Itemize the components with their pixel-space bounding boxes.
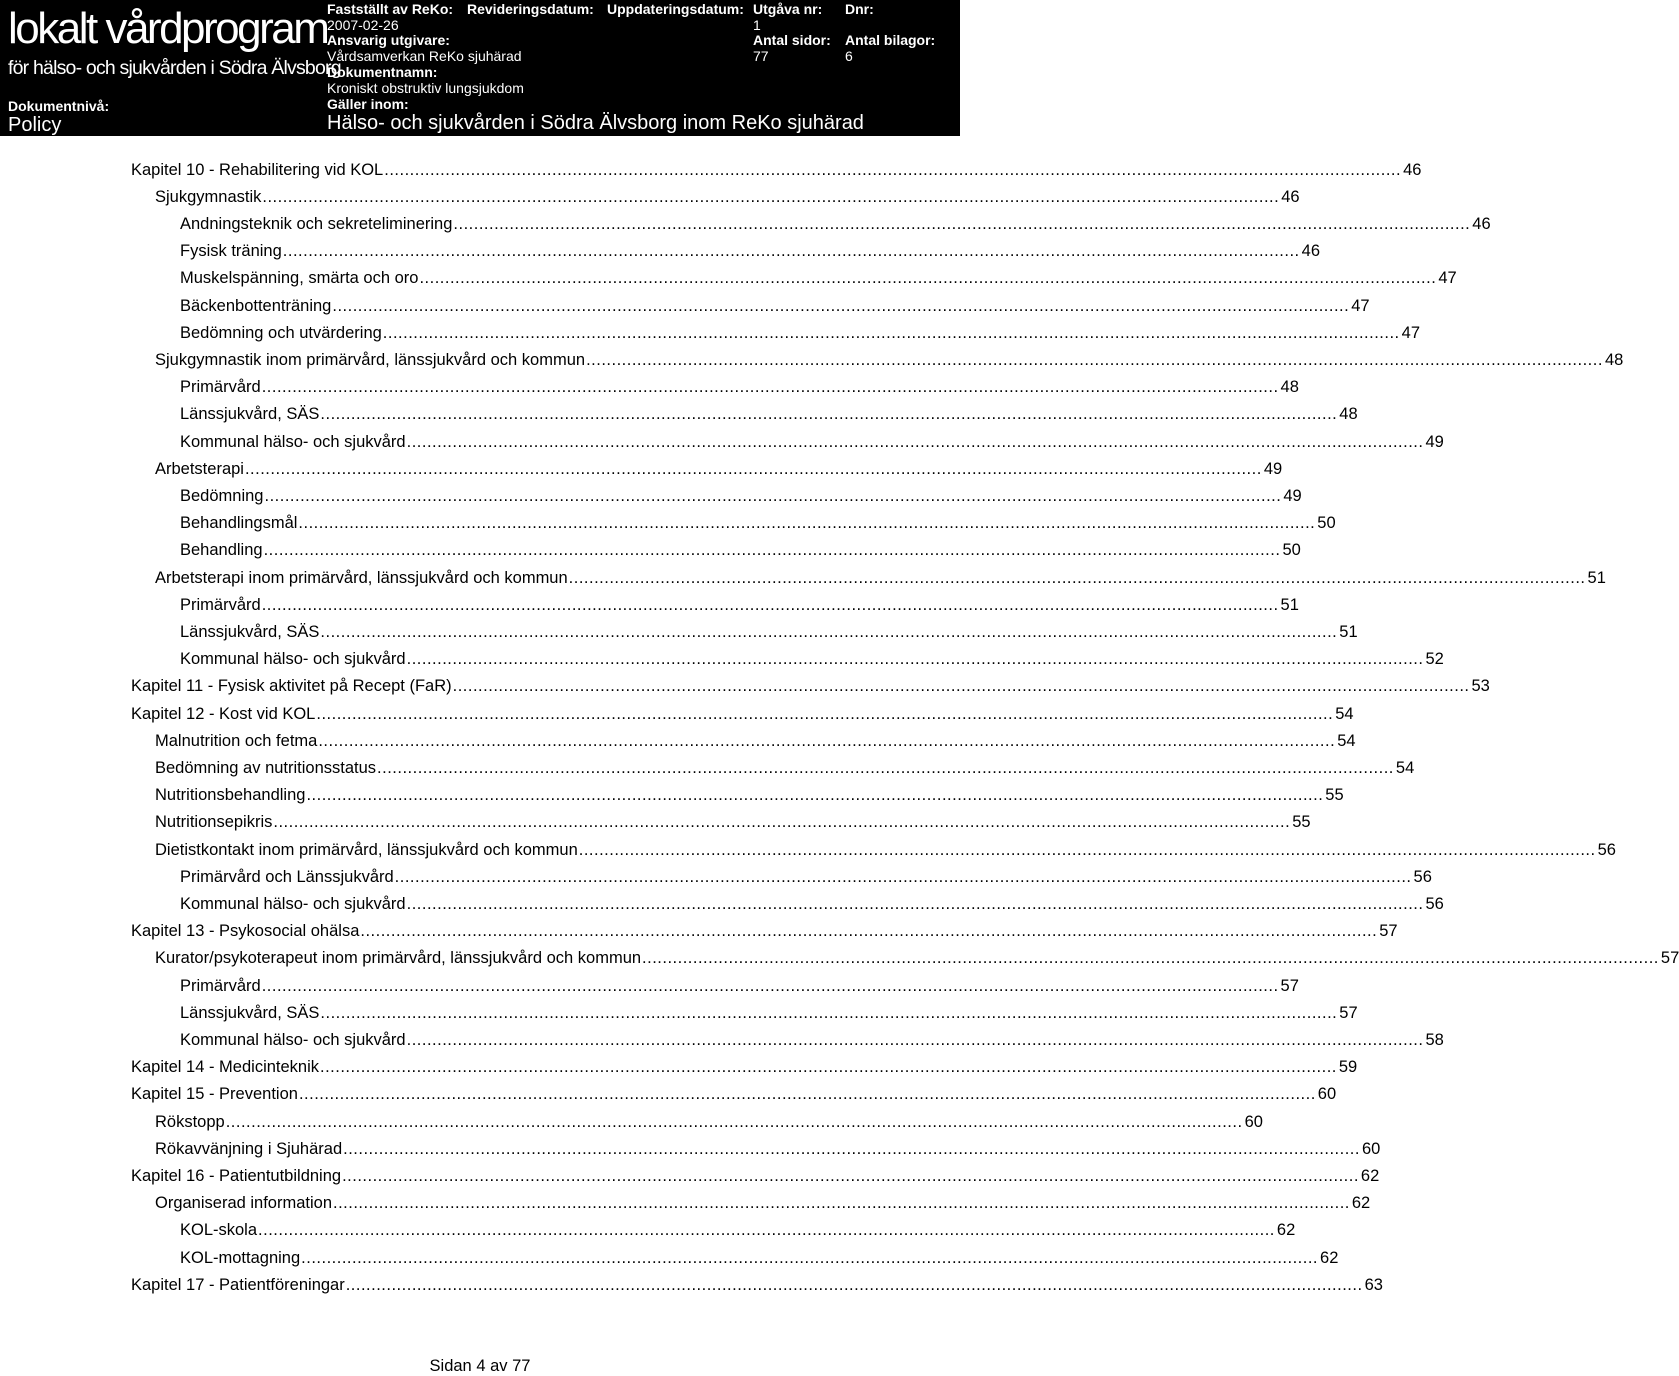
- toc-entry[interactable]: [180, 646, 1444, 673]
- toc-entry-page: 51: [1280, 595, 1299, 614]
- toc-entry-page: 56: [1597, 840, 1616, 859]
- toc-entry-label: Malnutrition och fetma: [155, 731, 318, 750]
- attachments-value: 6: [845, 48, 853, 64]
- toc-entry-label: Arbetsterapi: [155, 459, 244, 478]
- toc-entry-label: Kommunal hälso- och sjukvård: [180, 650, 406, 669]
- level-label: Dokumentnivå:: [8, 98, 110, 114]
- toc-dot-leader: ........................................................................................................................................................................................................: [261, 595, 1279, 614]
- established-value: 2007-02-26: [327, 17, 399, 33]
- toc-entry-page: 51: [1587, 568, 1606, 587]
- toc-entry-label: Bäckenbottenträning: [180, 296, 332, 315]
- toc-entry-label: Arbetsterapi inom primärvård, länssjukvård och kommun: [155, 568, 568, 587]
- toc-entry[interactable]: [155, 836, 1616, 863]
- toc-entry-label: Nutritionsepikris: [155, 813, 273, 832]
- toc-entry[interactable]: [180, 510, 1336, 537]
- toc-entry[interactable]: [155, 1190, 1371, 1217]
- toc-dot-leader: ........................................................................................................................................................................................................: [244, 459, 1262, 478]
- toc-entry-label: Länssjukvård, SÄS: [180, 405, 320, 424]
- toc-dot-leader: ........................................................................................................................................................................................................: [263, 541, 1281, 560]
- dnr-label: Dnr:: [845, 1, 874, 17]
- toc-entry-page: 47: [1401, 323, 1421, 342]
- toc-entry-page: 59: [1338, 1058, 1358, 1077]
- toc-entry-label: Länssjukvård, SÄS: [180, 1003, 320, 1022]
- toc-dot-leader: ........................................................................................................................................................................................................: [301, 1248, 1319, 1267]
- toc-entry-label: Primärvård och Länssjukvård: [180, 867, 394, 886]
- toc-entry-page: 62: [1360, 1166, 1380, 1185]
- toc-entry[interactable]: [180, 238, 1320, 265]
- toc-entry-label: KOL-mottagning: [180, 1248, 301, 1267]
- toc-entry[interactable]: [131, 1271, 1383, 1298]
- toc-entry[interactable]: [155, 1108, 1263, 1135]
- toc-dot-leader: ........................................................................................................................................................................................................: [377, 758, 1394, 777]
- toc-entry[interactable]: [180, 292, 1370, 319]
- toc-entry-page: 53: [1471, 677, 1490, 696]
- toc-entry-page: 55: [1292, 813, 1311, 832]
- toc-dot-leader: ........................................................................................................................................................................................................: [316, 704, 1334, 723]
- toc-entry[interactable]: [180, 1217, 1296, 1244]
- toc-dot-leader: ........................................................................................................................................................................................................: [406, 1030, 1424, 1049]
- toc-entry-label: Kapitel 17 - Patientföreningar: [131, 1275, 345, 1294]
- toc-entry[interactable]: [180, 210, 1491, 237]
- toc-entry-page: 48: [1280, 378, 1299, 397]
- toc-entry[interactable]: [131, 1162, 1380, 1189]
- scope-label: Gäller inom:: [327, 96, 409, 112]
- toc-entry-page: 49: [1425, 432, 1444, 451]
- toc-entry-label: Kapitel 12 - Kost vid KOL: [131, 704, 316, 723]
- toc-entry[interactable]: [131, 1081, 1337, 1108]
- toc-entry[interactable]: [155, 945, 1679, 972]
- toc-dot-leader: ........................................................................................................................................................................................................: [282, 242, 1300, 261]
- toc-dot-leader: ........................................................................................................................................................................................................: [225, 1112, 1243, 1131]
- toc-entry-page: 62: [1276, 1221, 1296, 1240]
- toc-entry-label: Bedömning: [180, 486, 264, 505]
- toc-entry-page: 47: [1438, 269, 1457, 288]
- toc-dot-leader: ........................................................................................................................................................................................................: [332, 296, 1350, 315]
- toc-entry-page: 56: [1425, 894, 1444, 913]
- toc-entry[interactable]: [180, 428, 1444, 455]
- publisher-value: Vårdsamverkan ReKo sjuhärad: [327, 48, 522, 64]
- toc-dot-leader: ........................................................................................................................................................................................................: [320, 1058, 1337, 1077]
- toc-entry-page: 60: [1317, 1085, 1337, 1104]
- toc-entry[interactable]: [155, 782, 1344, 809]
- toc-entry-page: 55: [1325, 786, 1344, 805]
- toc-entry-page: 46: [1472, 214, 1491, 233]
- toc-entry-page: 57: [1660, 949, 1679, 968]
- toc-dot-leader: ........................................................................................................................................................................................................: [306, 786, 1324, 805]
- toc-entry-page: 56: [1413, 867, 1432, 886]
- scope-value: Hälso- och sjukvården i Södra Älvsborg inom ReKo sjuhärad: [327, 112, 864, 134]
- established-label: Fastställt av ReKo:: [327, 1, 454, 17]
- toc-entry-label: Sjukgymnastik: [155, 187, 262, 206]
- toc-entry[interactable]: [155, 455, 1283, 482]
- toc-entry-page: 57: [1339, 1003, 1358, 1022]
- toc-dot-leader: ........................................................................................................................................................................................................: [342, 1166, 1359, 1185]
- toc-entry[interactable]: [131, 156, 1422, 183]
- toc-dot-leader: ........................................................................................................................................................................................................: [453, 214, 1471, 233]
- toc-entry-label: Rökavvänjning i Sjuhärad: [155, 1139, 343, 1158]
- toc-dot-leader: ........................................................................................................................................................................................................: [298, 1085, 1316, 1104]
- toc-entry-label: Kapitel 10 - Rehabilitering vid KOL: [131, 160, 384, 179]
- toc-entry[interactable]: [180, 374, 1299, 401]
- toc-entry-label: Primärvård: [180, 378, 261, 397]
- docname-label: Dokumentnamn:: [327, 64, 438, 80]
- toc-dot-leader: ........................................................................................................................................................................................................: [586, 350, 1603, 369]
- toc-entry-page: 46: [1403, 160, 1422, 179]
- toc-entry-label: Dietistkontakt inom primärvård, länssjukvård och kommun: [155, 840, 578, 859]
- toc-entry[interactable]: [180, 972, 1299, 999]
- toc-entry-page: 63: [1364, 1275, 1383, 1294]
- toc-entry-label: Organiserad information: [155, 1194, 333, 1213]
- toc-dot-leader: ........................................................................................................................................................................................................: [298, 514, 1316, 533]
- toc-entry[interactable]: [155, 1135, 1381, 1162]
- document-header: [0, 0, 960, 136]
- toc-entry-label: Andningsteknik och sekreteliminering: [180, 214, 453, 233]
- toc-dot-leader: ........................................................................................................................................................................................................: [394, 867, 1412, 886]
- toc-entry-page: 48: [1604, 350, 1624, 369]
- toc-entry-page: 51: [1339, 622, 1358, 641]
- toc-entry-page: 62: [1351, 1194, 1371, 1213]
- toc-dot-leader: ........................................................................................................................................................................................................: [343, 1139, 1360, 1158]
- toc-dot-leader: ........................................................................................................................................................................................................: [273, 813, 1291, 832]
- toc-entry-label: Kapitel 14 - Medicinteknik: [131, 1058, 320, 1077]
- toc-entry-label: Kapitel 11 - Fysisk aktivitet på Recept (FaR): [131, 677, 452, 696]
- level-value: Policy: [8, 114, 62, 136]
- toc-dot-leader: ........................................................................................................................................................................................................: [261, 378, 1279, 397]
- toc-entry-label: KOL-skola: [180, 1221, 258, 1240]
- toc-dot-leader: ........................................................................................................................................................................................................: [261, 976, 1279, 995]
- toc-entry-page: 54: [1337, 731, 1356, 750]
- revision-label: Revideringsdatum:: [467, 1, 594, 17]
- toc-dot-leader: ........................................................................................................................................................................................................: [345, 1275, 1363, 1294]
- toc-entry[interactable]: [155, 346, 1624, 373]
- toc-entry-page: 47: [1351, 296, 1370, 315]
- toc-entry[interactable]: [180, 591, 1299, 618]
- toc-entry[interactable]: [180, 1244, 1339, 1271]
- toc-entry-label: Behandlingsmål: [180, 514, 298, 533]
- toc-entry-page: 52: [1425, 650, 1444, 669]
- toc-entry[interactable]: [180, 265, 1457, 292]
- toc-entry[interactable]: [155, 754, 1415, 781]
- edition-label: Utgåva nr:: [753, 1, 823, 17]
- toc-entry-label: Nutritionsbehandling: [155, 786, 306, 805]
- toc-entry[interactable]: [155, 809, 1311, 836]
- toc-entry[interactable]: [180, 482, 1302, 509]
- toc-entry-label: Fysisk träning: [180, 242, 282, 261]
- toc-entry-label: Länssjukvård, SÄS: [180, 622, 320, 641]
- toc-dot-leader: ........................................................................................................................................................................................................: [578, 840, 1596, 859]
- toc-entry[interactable]: [155, 564, 1606, 591]
- toc-entry-page: 49: [1263, 459, 1283, 478]
- toc-entry-label: Kommunal hälso- och sjukvård: [180, 1030, 406, 1049]
- toc-entry-page: 60: [1361, 1139, 1381, 1158]
- toc-entry-page: 60: [1244, 1112, 1263, 1131]
- brand-subtitle: för hälso- och sjukvården i Södra Älvsborg: [8, 57, 341, 79]
- toc-entry-label: Kurator/psykoterapeut inom primärvård, länssjukvård och kommun: [155, 949, 642, 968]
- toc-entry-label: Primärvård: [180, 976, 261, 995]
- toc-entry-page: 49: [1283, 486, 1302, 505]
- toc-entry-page: 58: [1425, 1030, 1444, 1049]
- page-footer: Sidan 4 av 77: [429, 1357, 531, 1375]
- toc-entry-label: Sjukgymnastik inom primärvård, länssjukvård och kommun: [155, 350, 586, 369]
- toc-dot-leader: ........................................................................................................................................................................................................: [318, 731, 1336, 750]
- toc-entry-page: 50: [1317, 514, 1336, 533]
- toc-entry-label: Bedömning av nutritionsstatus: [155, 758, 377, 777]
- toc-dot-leader: ........................................................................................................................................................................................................: [568, 568, 1586, 587]
- toc-dot-leader: ........................................................................................................................................................................................................: [384, 160, 1402, 179]
- update-label: Uppdateringsdatum:: [607, 1, 744, 17]
- toc-entry-label: Primärvård: [180, 595, 261, 614]
- toc-entry[interactable]: [180, 319, 1421, 346]
- toc-entry[interactable]: [180, 1026, 1444, 1053]
- toc-dot-leader: ........................................................................................................................................................................................................: [642, 949, 1659, 968]
- toc-dot-leader: ........................................................................................................................................................................................................: [452, 677, 1470, 696]
- attachments-label: Antal bilagor:: [845, 32, 936, 48]
- toc-entry[interactable]: [180, 890, 1444, 917]
- toc-entry-label: Bedömning och utvärdering: [180, 323, 382, 342]
- toc-entry-label: Kapitel 16 - Patientutbildning: [131, 1166, 342, 1185]
- toc-entry-page: 46: [1281, 187, 1300, 206]
- toc-entry-page: 57: [1379, 922, 1398, 941]
- toc-entry-label: Behandling: [180, 541, 263, 560]
- toc-dot-leader: ........................................................................................................................................................................................................: [258, 1221, 1275, 1240]
- toc-entry[interactable]: [131, 1054, 1358, 1081]
- toc-dot-leader: ........................................................................................................................................................................................................: [406, 650, 1424, 669]
- toc-dot-leader: ........................................................................................................................................................................................................: [382, 323, 1400, 342]
- toc-dot-leader: ........................................................................................................................................................................................................: [406, 894, 1424, 913]
- toc-entry-label: Kapitel 15 - Prevention: [131, 1085, 298, 1104]
- toc-entry-label: Muskelspänning, smärta och oro: [180, 269, 419, 288]
- toc-entry-page: 57: [1280, 976, 1299, 995]
- docname-value: Kroniskt obstruktiv lungsjukdom: [327, 80, 524, 96]
- toc-dot-leader: ........................................................................................................................................................................................................: [264, 486, 1282, 505]
- toc-entry[interactable]: [180, 537, 1301, 564]
- pages-label: Antal sidor:: [753, 32, 831, 48]
- toc-entry[interactable]: [155, 183, 1300, 210]
- toc-entry[interactable]: [131, 918, 1398, 945]
- toc-entry[interactable]: [180, 999, 1358, 1026]
- edition-value: 1: [753, 17, 761, 33]
- toc-entry-label: Kommunal hälso- och sjukvård: [180, 894, 406, 913]
- toc-entry-page: 54: [1395, 758, 1415, 777]
- publisher-label: Ansvarig utgivare:: [327, 32, 450, 48]
- toc-entry-page: 46: [1301, 242, 1320, 261]
- toc-dot-leader: ........................................................................................................................................................................................................: [406, 432, 1424, 451]
- brand-title: lokalt vårdprogram: [8, 4, 328, 53]
- toc-entry[interactable]: [180, 401, 1358, 428]
- toc-entry[interactable]: [131, 673, 1490, 700]
- toc-entry-page: 48: [1339, 405, 1358, 424]
- toc-entry[interactable]: [180, 618, 1358, 645]
- toc-entry[interactable]: [155, 727, 1356, 754]
- toc-entry-page: 54: [1335, 704, 1354, 723]
- toc-entry-label: Kommunal hälso- och sjukvård: [180, 432, 406, 451]
- toc-entry-label: Rökstopp: [155, 1112, 225, 1131]
- toc-entry-page: 50: [1282, 541, 1301, 560]
- toc-dot-leader: ........................................................................................................................................................................................................: [360, 922, 1378, 941]
- toc-dot-leader: ........................................................................................................................................................................................................: [262, 187, 1280, 206]
- toc-dot-leader: ........................................................................................................................................................................................................: [333, 1194, 1350, 1213]
- toc-entry[interactable]: [131, 700, 1354, 727]
- toc-entry-page: 62: [1320, 1248, 1339, 1267]
- toc-dot-leader: ........................................................................................................................................................................................................: [419, 269, 1437, 288]
- toc-dot-leader: ........................................................................................................................................................................................................: [320, 405, 1338, 424]
- toc-entry[interactable]: [180, 863, 1432, 890]
- toc-entry-label: Kapitel 13 - Psykosocial ohälsa: [131, 922, 360, 941]
- toc-dot-leader: ........................................................................................................................................................................................................: [320, 622, 1338, 641]
- toc-dot-leader: ........................................................................................................................................................................................................: [320, 1003, 1338, 1022]
- pages-value: 77: [753, 48, 769, 64]
